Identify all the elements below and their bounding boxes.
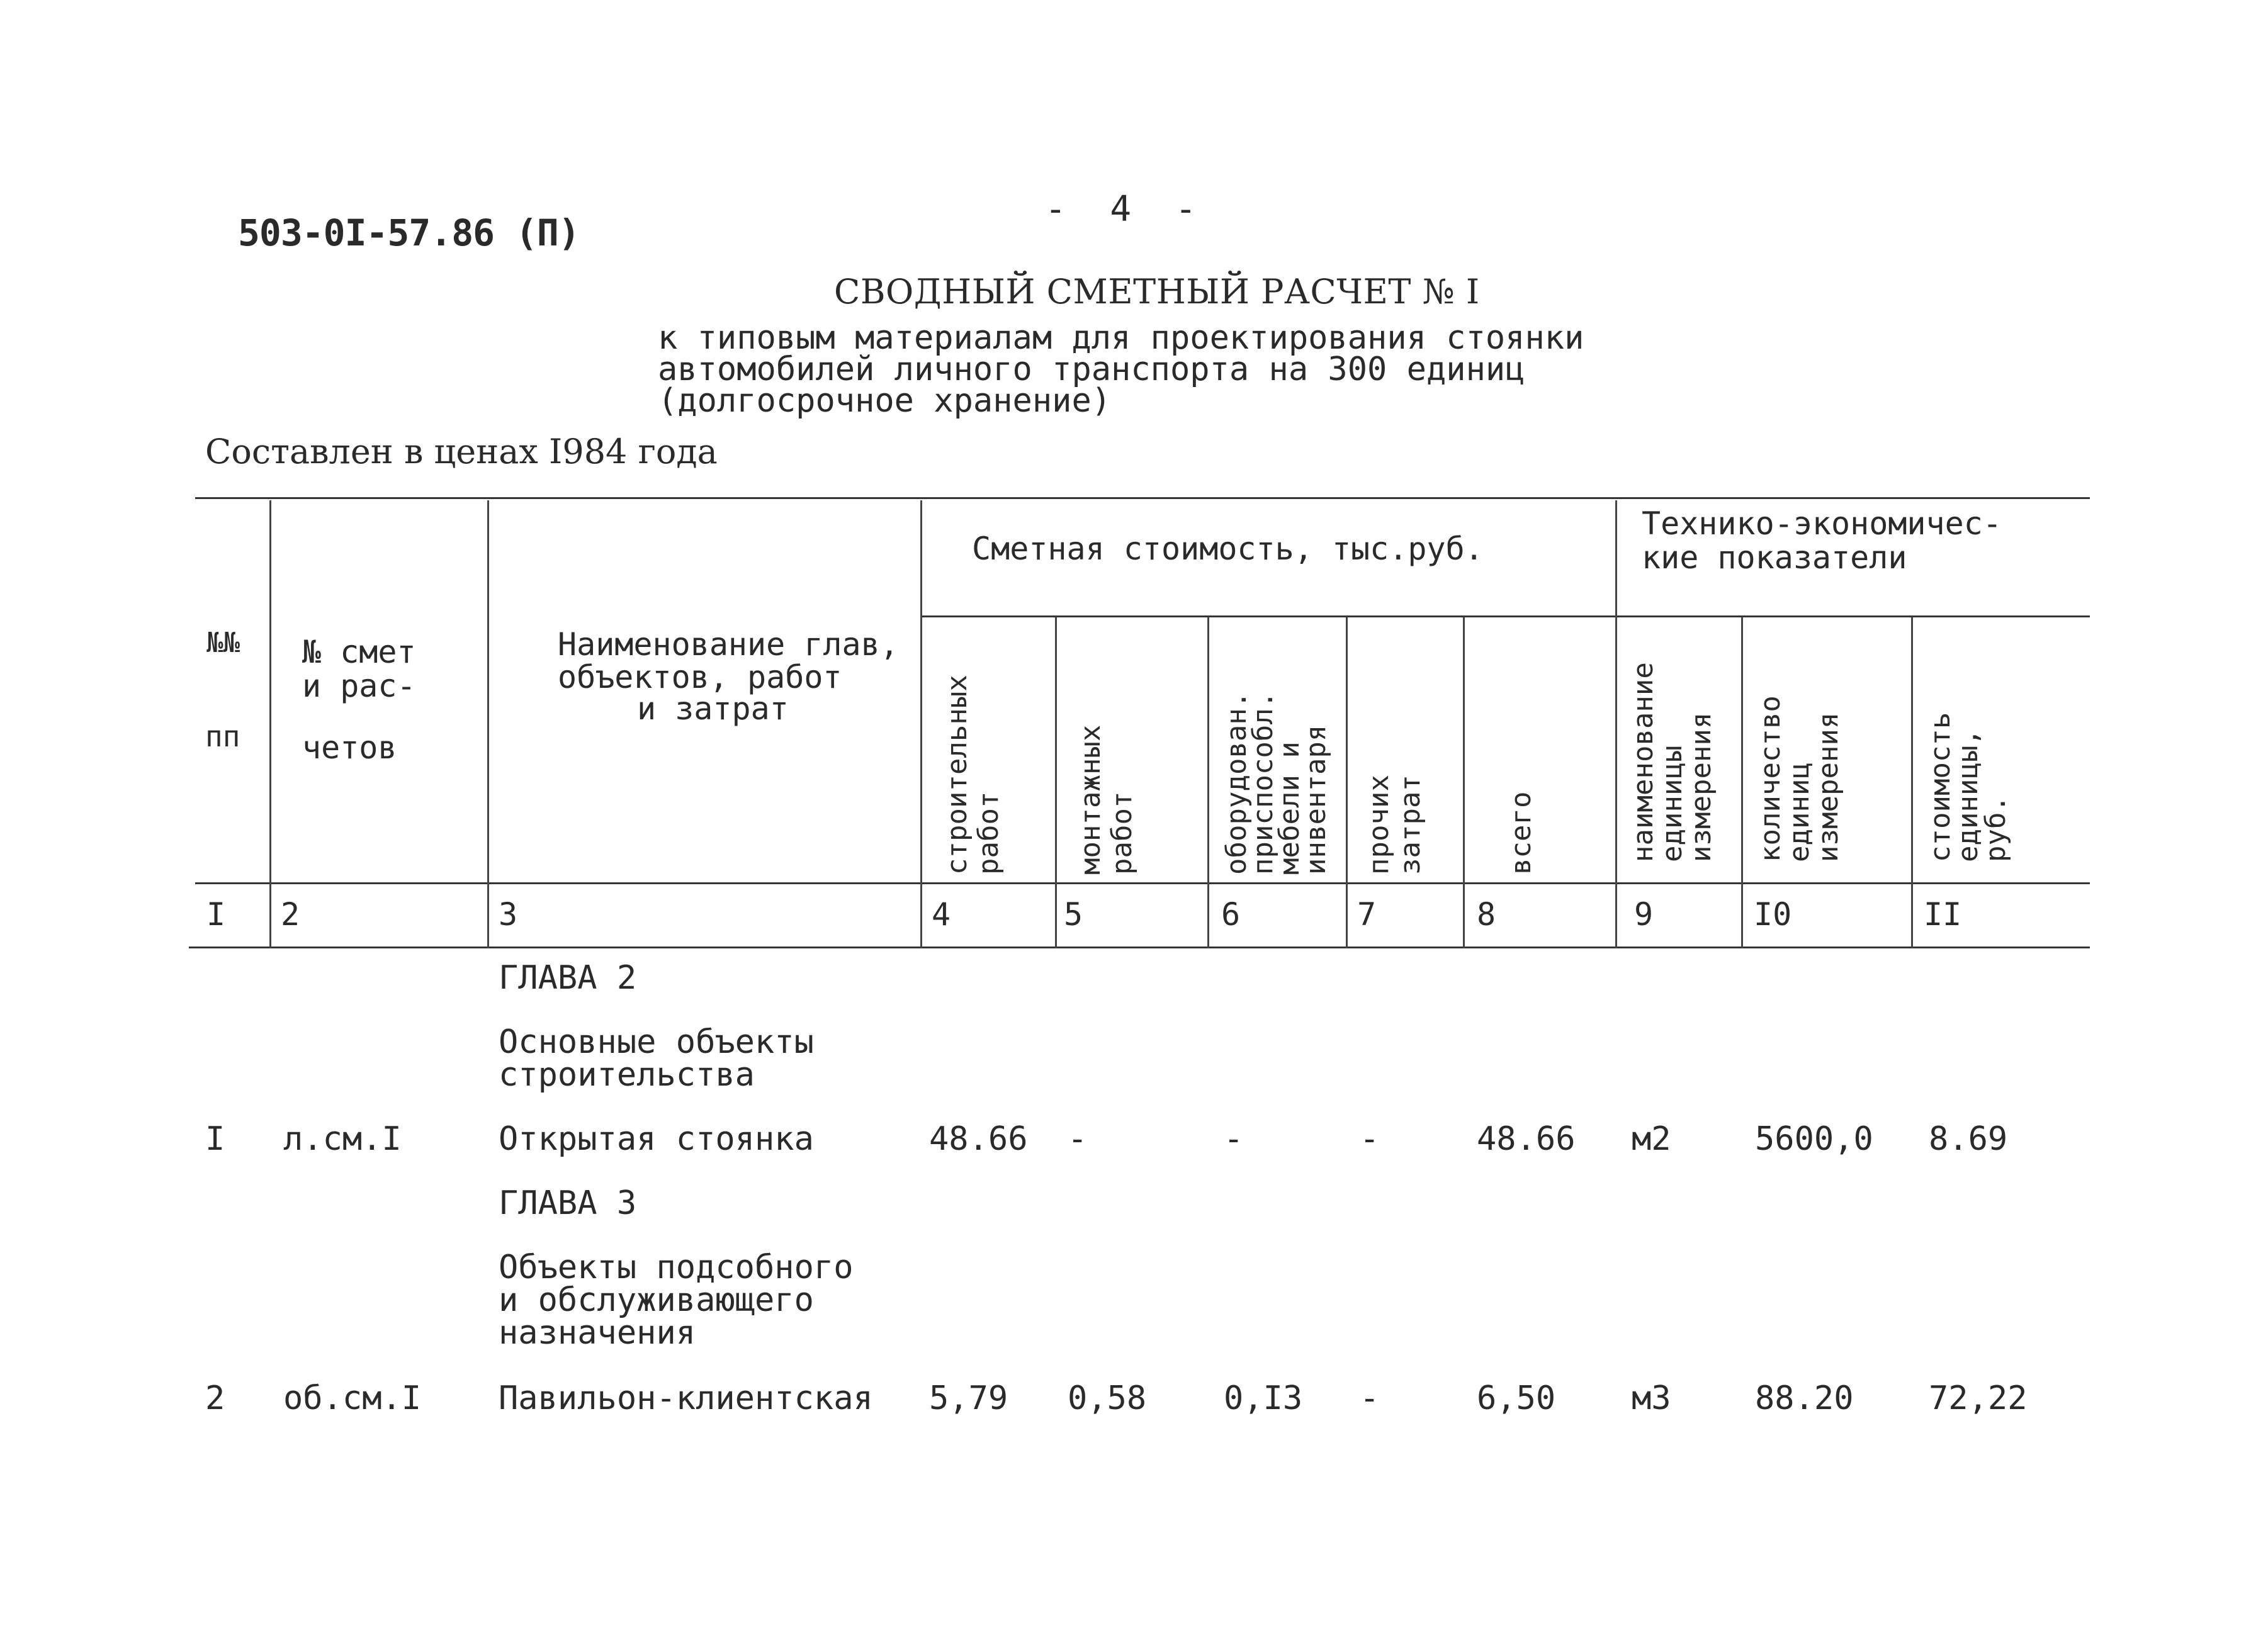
subtitle-line-1: к типовым материалам для проектирования стоянки [658,319,1584,357]
col-divider-4 [1055,617,1057,948]
row-1-equipment: - [1224,1120,1244,1158]
col-divider-6 [1346,617,1348,948]
subheader-equipment-1: оборудован. [1221,691,1253,875]
column-number-1: I [206,896,226,933]
column-number-9: 9 [1634,896,1654,933]
subheader-unit-quantity-3: измерения [1812,712,1844,862]
column-number-10: I0 [1754,896,1792,933]
column-number-7: 7 [1357,896,1377,933]
column-number-2: 2 [281,896,300,933]
row-1-name: Открытая стоянка [499,1120,814,1158]
column-number-6: 6 [1221,896,1241,933]
row-2-equipment: 0,I3 [1224,1379,1303,1417]
column-numbers-line [189,947,2090,948]
group-header-line [920,615,2090,617]
col-divider-8 [1615,500,1617,948]
row-1-estimate: л.см.I [283,1120,402,1158]
subtitle-line-3: (долгосрочное хранение) [658,382,1112,420]
subheader-unit-name-3: измерения [1685,712,1717,862]
col-divider-9 [1741,617,1743,948]
chapter-2-title: ГЛАВА 2 [499,959,637,997]
subheader-installation-2: работ [1106,791,1138,875]
chapter-3-subtitle-1: Объекты подсобного [499,1249,854,1286]
col-divider-2 [487,500,489,948]
subheader-installation-1: монтажных [1075,724,1107,875]
document-title: СВОДНЫЙ СМЕТНЫЙ РАСЧЕТ № I [834,272,1480,312]
chapter-3-subtitle-3: назначения [499,1314,696,1352]
header-name-1: Наименование глав, [558,626,899,663]
subheader-unit-cost-3: руб. [1980,795,2012,862]
subheader-unit-cost-1: стоимость [1924,712,1956,862]
column-number-11: II [1924,896,1962,933]
subheader-construction-2: работ [973,791,1005,875]
header-bottom-line [195,882,2090,884]
row-2-name: Павильон-клиентская [499,1379,873,1417]
row-2-unit: м3 [1632,1379,1671,1417]
header-tech-indicators-1: Технико-экономичес- [1642,505,2002,542]
col-divider-5 [1207,617,1209,948]
row-1-unit-cost: 8.69 [1929,1120,2008,1158]
table-top-line [195,497,2090,499]
subheader-construction-1: строительных [941,675,973,875]
row-1-number: I [205,1120,225,1158]
chapter-2-subtitle-1: Основные объекты [499,1023,814,1061]
subheader-unit-name-2: единицы [1656,745,1688,862]
row-2-unit-cost: 72,22 [1929,1379,2028,1417]
prices-note: Составлен в ценах I984 года [205,432,718,471]
subheader-total: всего [1505,791,1537,875]
column-number-3: 3 [499,896,518,933]
subheader-other-1: прочих [1363,775,1395,875]
chapter-2-subtitle-2: строительства [499,1056,755,1094]
row-2-number: 2 [205,1379,225,1417]
header-estimated-cost: Сметная стоимость, тыс.руб. [972,531,1484,567]
row-2-construction: 5,79 [929,1379,1008,1417]
column-number-5: 5 [1064,896,1083,933]
subheader-unit-quantity-2: единиц [1783,762,1815,862]
col-divider-1 [269,500,271,948]
subheader-other-2: затрат [1394,775,1426,875]
header-estimate-no-1: № смет [302,634,416,670]
chapter-3-title: ГЛАВА 3 [499,1184,637,1222]
subheader-equipment-2: приспособл. [1247,691,1279,875]
document-code: 503-0I-57.86 (П) [238,211,580,254]
row-2-other: - [1360,1379,1380,1417]
header-name-3: и затрат [637,690,789,727]
row-2-estimate: об.см.I [283,1379,422,1417]
subheader-unit-name-1: наименование [1627,662,1659,862]
row-1-unit: м2 [1632,1120,1671,1158]
header-estimate-no-2: и рас- [302,668,416,704]
row-2-installation: 0,58 [1068,1379,1147,1417]
subheader-equipment-4: инвентаря [1300,724,1332,875]
chapter-3-subtitle-2: и обслуживающего [499,1281,814,1319]
col-divider-10 [1911,617,1913,948]
subtitle-line-2: автомобилей личного транспорта на 300 единиц [658,351,1525,388]
header-name-2: объектов, работ [558,659,842,695]
header-estimate-no-3: четов [302,729,397,766]
column-number-8: 8 [1477,896,1496,933]
row-1-quantity: 5600,0 [1755,1120,1873,1158]
col-divider-3 [920,500,922,948]
header-row-number-1: №№ [206,627,240,659]
subheader-unit-cost-2: единицы, [1952,729,1984,862]
row-1-other: - [1360,1120,1380,1158]
row-1-installation: - [1068,1120,1088,1158]
subheader-unit-quantity-1: количество [1754,695,1786,862]
row-1-construction: 48.66 [929,1120,1028,1158]
col-divider-7 [1463,617,1465,948]
subheader-equipment-3: мебели и [1273,741,1306,875]
column-number-4: 4 [932,896,951,933]
row-2-quantity: 88.20 [1755,1379,1854,1417]
row-2-total: 6,50 [1477,1379,1556,1417]
header-row-number-2: пп [205,719,240,753]
page-number: - 4 - [1045,189,1208,230]
header-tech-indicators-2: кие показатели [1642,539,1907,576]
row-1-total: 48.66 [1477,1120,1576,1158]
